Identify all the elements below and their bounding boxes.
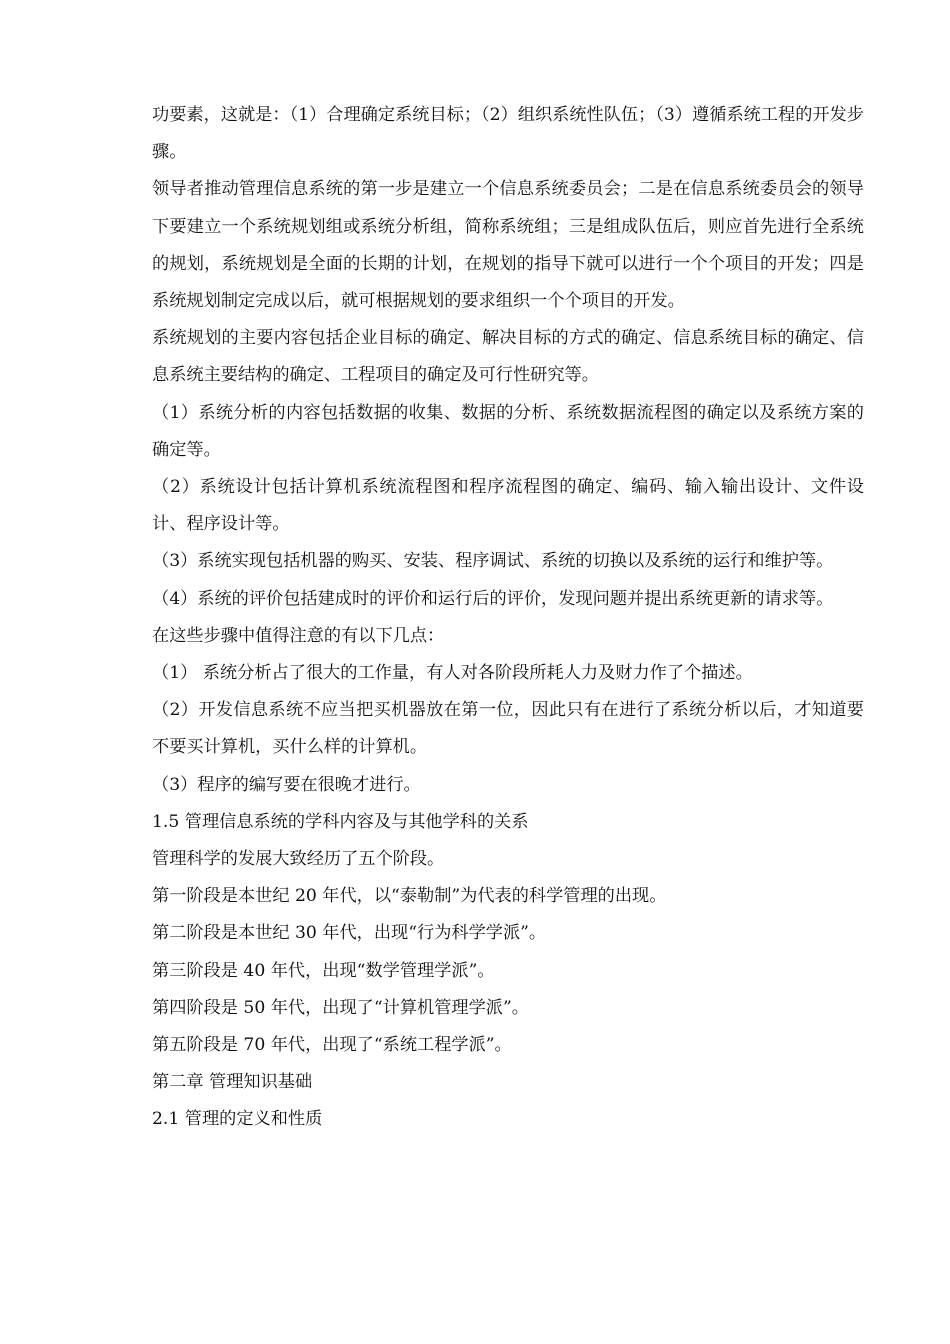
- list-item-stage-1: 第一阶段是本世纪 20 年代，以“泰勒制”为代表的科学管理的出现。: [152, 886, 667, 907]
- list-item-note-1: （1） 系统分析占了很大的工作量，有人对各阶段所耗人力及财力作了个描述。: [152, 663, 753, 684]
- paragraph-system-analysis: （1）系统分析的内容包括数据的收集、数据的分析、系统数据流程图的确定以及系统方案的确定等。: [152, 402, 864, 460]
- paragraph-success-factors: 功要素，这就是：（1）合理确定系统目标；（2）组织系统性队伍；（3）遵循系统工程的开发步骤。: [152, 105, 864, 163]
- paragraph-five-stages: 管理科学的发展大致经历了五个阶段。: [152, 849, 445, 870]
- paragraph-notes-intro: 在这些步骤中值得注意的有以下几点：: [152, 625, 445, 646]
- paragraph-system-planning: 系统规划的主要内容包括企业目标的确定、解决目标的方式的确定、信息系统目标的确定、信息系统主要结构的确定、工程项目的确定及可行性研究等。: [152, 328, 864, 386]
- document-body: [152, 97, 864, 1139]
- paragraph-system-evaluation: （4）系统的评价包括建成时的评价和运行后的评价，发现问题并提出系统更新的请求等。: [152, 588, 834, 609]
- section-heading-1-5: 1.5 管理信息系统的学科内容及与其他学科的关系: [152, 811, 529, 832]
- chapter-heading-2: 第二章 管理知识基础: [152, 1072, 313, 1093]
- list-item-note-2: （2）开发信息系统不应当把买机器放在第一位，因此只有在进行了系统分析以后，才知道要不要买计算机，买什么样的计算机。: [152, 700, 864, 758]
- list-item-stage-5: 第五阶段是 70 年代，出现了“系统工程学派”。: [152, 1035, 512, 1056]
- list-item-stage-3: 第三阶段是 40 年代，出现“数学管理学派”。: [152, 960, 495, 981]
- paragraph-system-implementation: （3）系统实现包括机器的购买、安装、程序调试、系统的切换以及系统的运行和维护等。: [152, 551, 834, 572]
- list-item-note-3: （3）程序的编写要在很晚才进行。: [152, 774, 421, 795]
- paragraph-leader-steps: 领导者推动管理信息系统的第一步是建立一个信息系统委员会；二是在信息系统委员会的领导下要建立一个系统规划组或系统分析组，简称系统组；三是组成队伍后，则应首先进行全系统的规划，系统规划是全面的长期的计划，在规划的指导下就可以进行一个个项目的开发；四是系统规划制定完成以后，就可根据规划的要求组织一个个项目的开发。: [152, 179, 864, 312]
- list-item-stage-2: 第二阶段是本世纪 30 年代，出现“行为科学学派”。: [152, 923, 547, 944]
- paragraph-system-design: （2）系统设计包括计算机系统流程图和程序流程图的确定、编码、输入输出设计、文件设计、程序设计等。: [152, 477, 864, 535]
- list-item-stage-4: 第四阶段是 50 年代，出现了“计算机管理学派”。: [152, 997, 529, 1018]
- section-heading-2-1: 2.1 管理的定义和性质: [152, 1109, 323, 1130]
